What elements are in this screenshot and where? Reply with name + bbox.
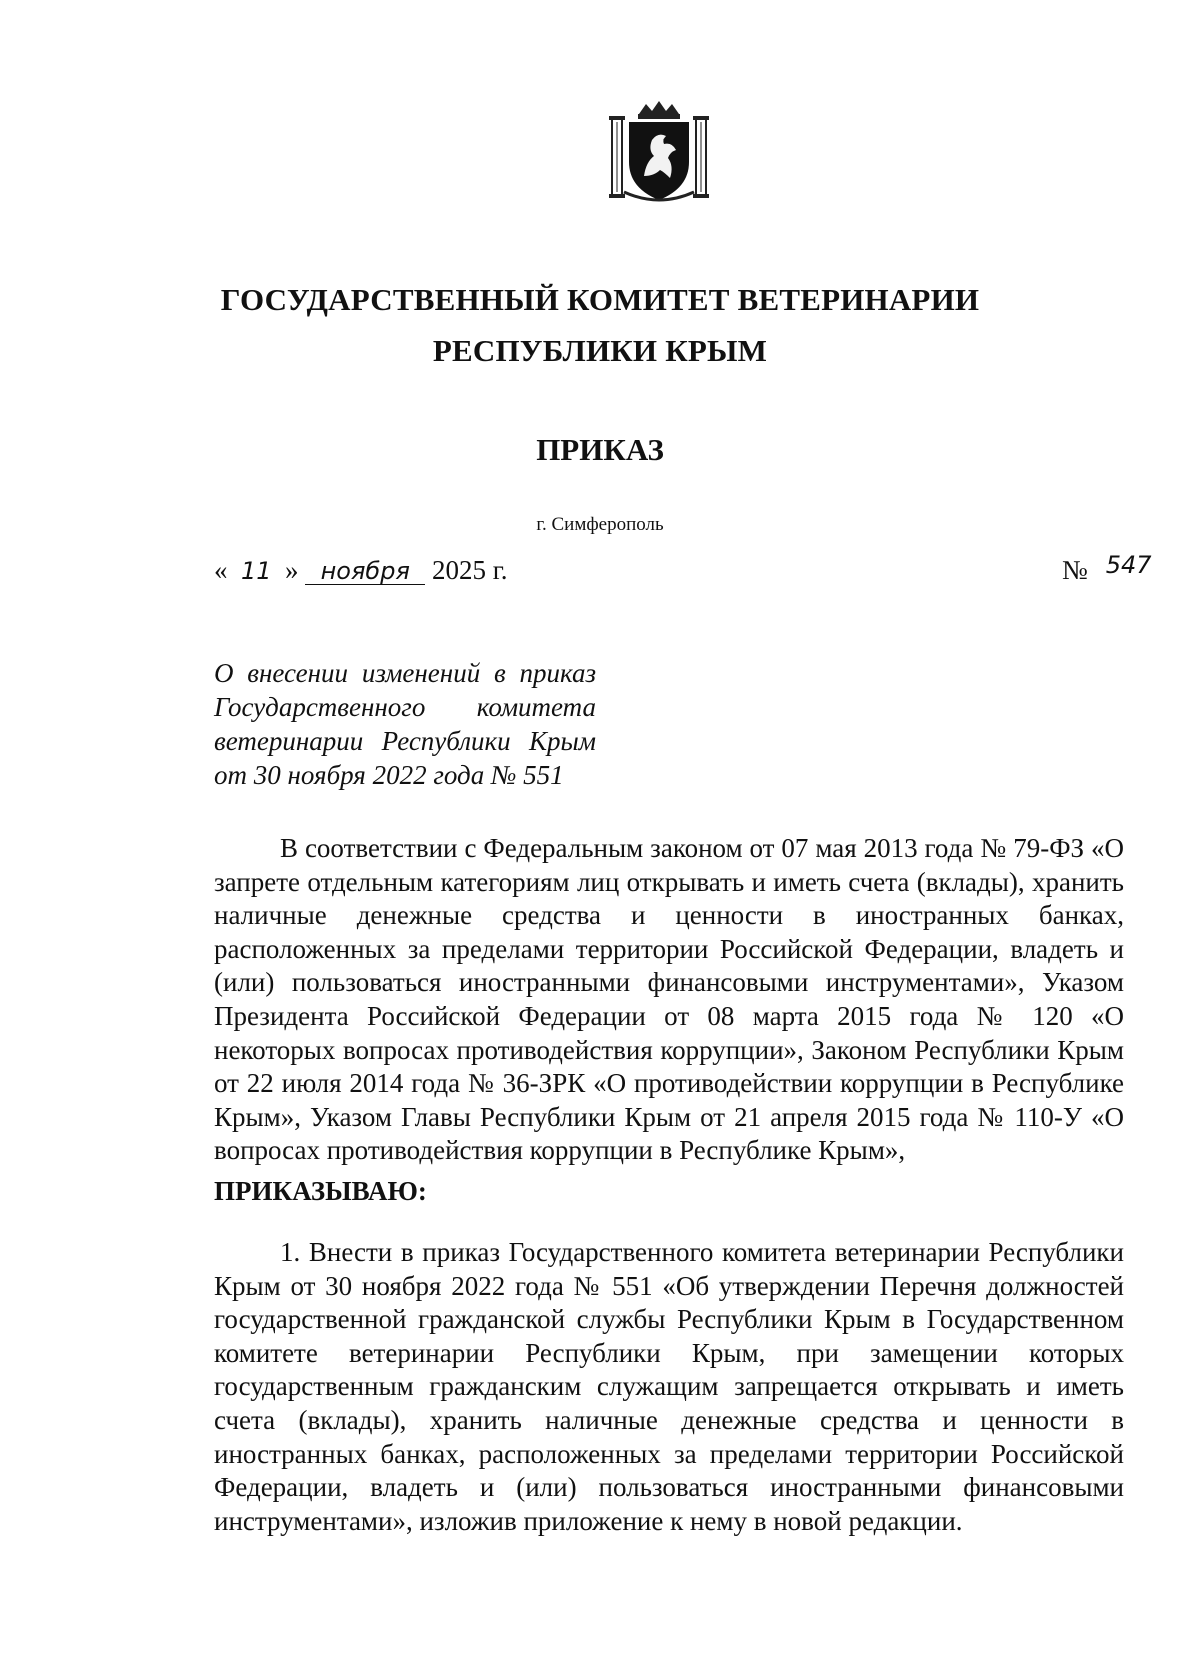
document-date [214, 555, 508, 586]
number-sign: № [1062, 555, 1088, 585]
date-month: ноября [305, 558, 425, 585]
date-year: 2025 г. [432, 555, 508, 585]
organization-subtitle: РЕСПУБЛИКИ КРЫМ [432, 333, 768, 368]
preamble-paragraph: В соответствии с Федеральным законом от 07 мая 2013 года № 79-ФЗ «О запрете отдельным категориям лиц открывать и иметь счета (вклады), хранить наличные денежные средства и ценности в иностранных банках, расположенных за пределами территории Российской Федерации, владеть и (или) пользоваться иностранными финансовыми инструментами», Указом Президента Российской Федерации от 08 марта 2015 года № 120 «О некоторых вопросах противодействия коррупции», Законом Республики Крым от 22 июля 2014 года № 36-ЗРК «О противодействии коррупции в Республике Крым», Указом Главы Республики Крым от 21 апреля 2015 года № 110-У «О вопросах противодействия коррупции в Республике Крым», [214, 833, 1124, 1166]
organization-title: ГОСУДАРСТВЕННЫЙ КОМИТЕТ ВЕТЕРИНАРИИ [220, 282, 980, 317]
city: г. Симферополь [536, 514, 664, 535]
date-close-quote: » [285, 555, 299, 585]
document-subject: О внесении изменений в приказ Государственного комитета ветеринарии Республики Крым от 30 ноября 2022 года № 551 [214, 658, 596, 790]
crimea-coat-of-arms-icon [604, 96, 714, 206]
number-value: 547 [1105, 551, 1152, 579]
order-heading: ПРИКАЗЫВАЮ: [214, 1176, 427, 1206]
document-number [1062, 551, 1152, 586]
date-open-quote: « [214, 555, 228, 585]
order-item: 1. Внести в приказ Государственного комитета ветеринарии Республики Крым от 30 ноября 2022 года № 551 «Об утверждении Перечня должностей государственной гражданской службы Республики Крым в Государственном комитете ветеринарии Республики Крым, при замещении которых государственным гражданским служащим запрещается открывать и иметь счета (вклады), хранить наличные денежные средства и ценности в иностранных банках, расположенных за пределами территории Российской Федерации, владеть и (или) пользоваться иностранными финансовыми инструментами», изложив приложение к нему в новой редакции. [214, 1237, 1124, 1536]
date-day: 11 [240, 557, 272, 585]
document-type: ПРИКАЗ [536, 432, 664, 467]
